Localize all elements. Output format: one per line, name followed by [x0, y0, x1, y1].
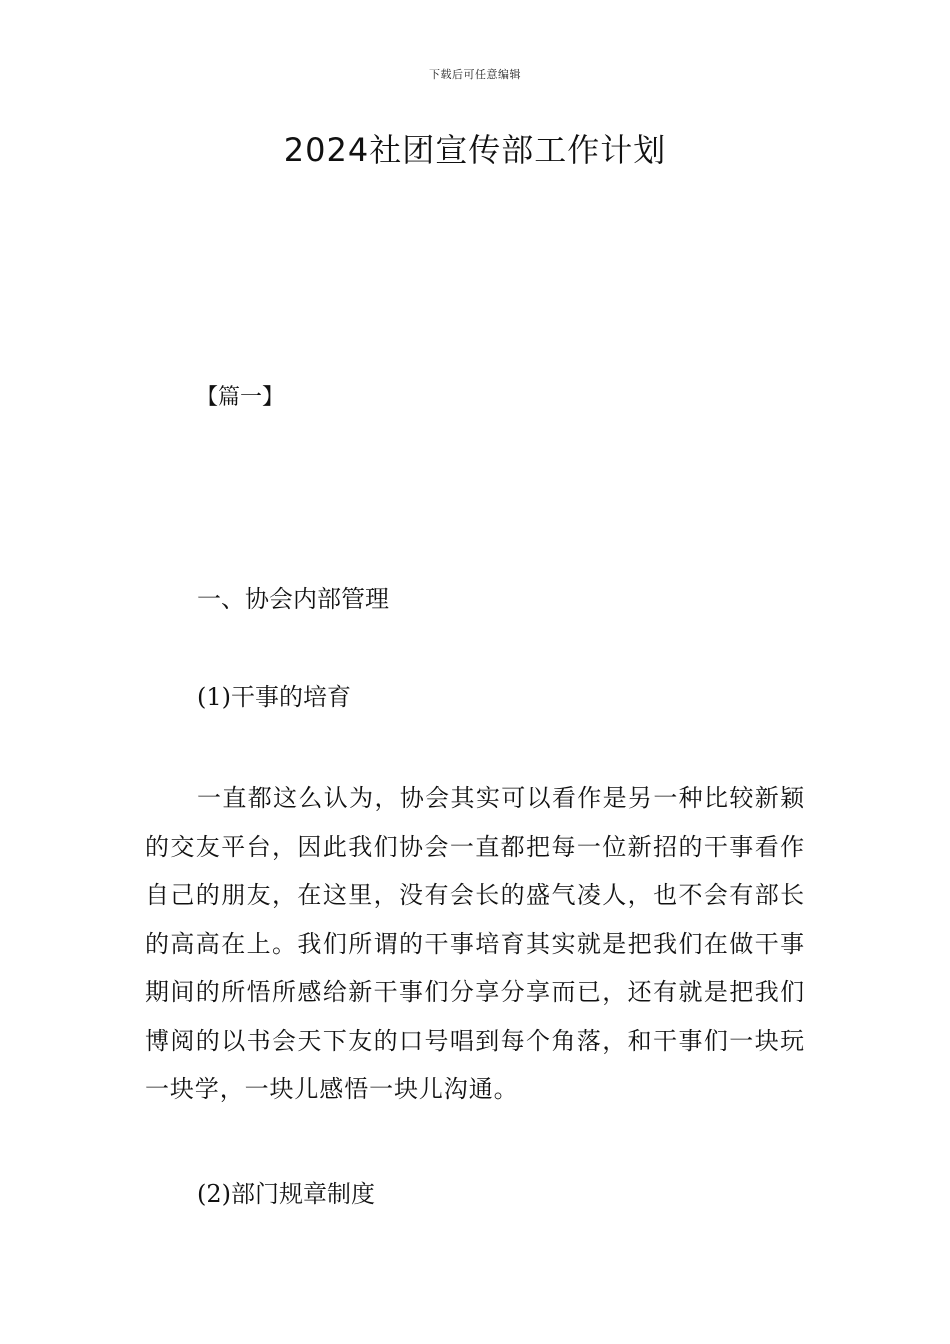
header-note: 下载后可任意编辑 — [429, 68, 521, 81]
section-heading: 一、协会内部管理 — [197, 585, 389, 613]
subsection-heading-rules: (2)部门规章制度 — [197, 1180, 375, 1208]
document-title: 2024社团宣传部工作计划 — [283, 131, 667, 169]
body-paragraph: 一直都这么认为，协会其实可以看作是另一种比较新颖的交友平台，因此我们协会一直都把每一位新招的干事看作自己的朋友，在这里，没有会长的盛气凌人，也不会有部长的高高在上。我们所谓的干事培育其实就是把我们在做干事期间的所悟所感给新干事们分享分享而已，还有就是把我们博阅的以书会天下友的口号唱到每个角落，和干事们一块玩一块学，一块儿感悟一块儿沟通。 — [145, 784, 805, 1103]
subsection-heading-training: (1)干事的培育 — [197, 683, 351, 711]
section-label: 【篇一】 — [196, 385, 285, 410]
